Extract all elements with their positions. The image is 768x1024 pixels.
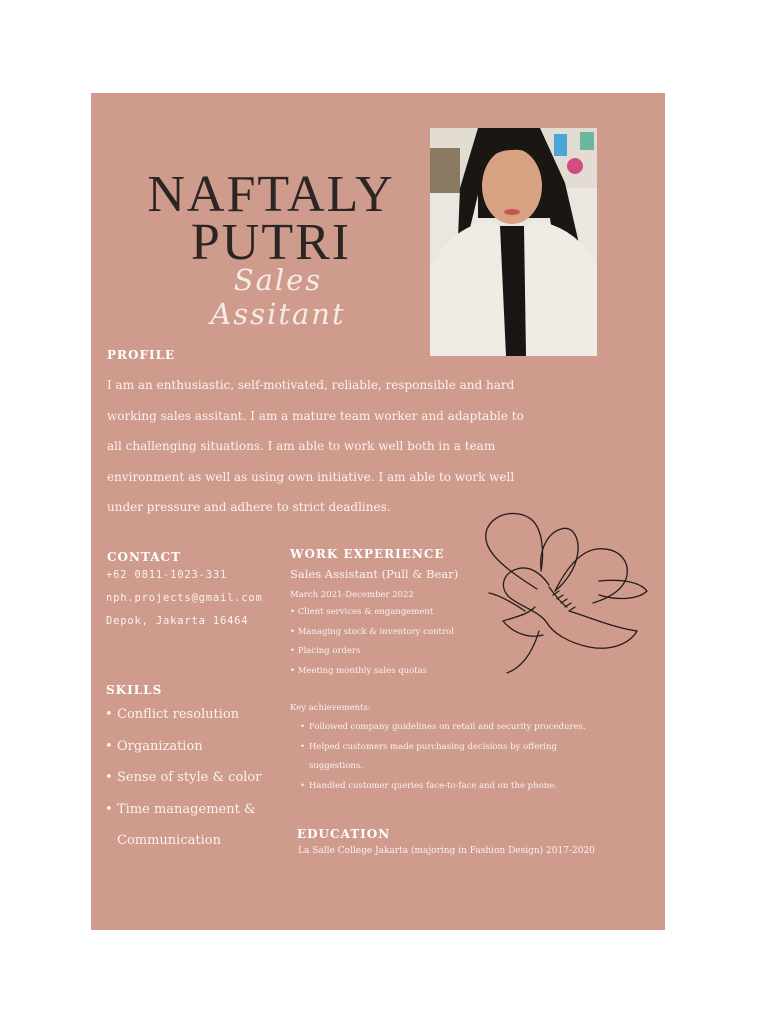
achievements-list <box>300 718 600 796</box>
achievement-item: • Helped customers made purchasing decisions by offering suggestions. <box>300 738 600 777</box>
skills-heading: SKILLS <box>106 683 163 697</box>
name-heading <box>131 166 411 271</box>
contact-phone: +62 0811-1023-331 <box>106 569 228 581</box>
profile-heading: PROFILE <box>107 348 176 362</box>
work-duty: • Placing orders <box>290 642 454 662</box>
achievements-label: Key achievements: <box>290 703 371 713</box>
portrait-image <box>430 128 597 356</box>
work-duty: • Managing stock & inventory control <box>290 623 454 643</box>
education-text: La Salle College Jakarta (majoring in Fashion Design) 2017-2020 <box>298 846 595 856</box>
profile-photo <box>430 128 597 356</box>
profile-text: I am an enthusiastic, self-motivated, reliable, responsible and hard working sales assitant. I am a mature team worker and adaptable to all challenging situations. I am able to work well both in a team environment as well as using own initiative. I am able to work well under pressure and adhere to strict deadlines. <box>107 378 524 514</box>
skill-item: • Time management & <box>105 794 261 826</box>
first-name: NAFTALY <box>147 166 395 223</box>
job-title: Sales Assitant <box>210 263 346 331</box>
resume-page <box>91 93 665 930</box>
skill-item: • Conflict resolution <box>105 699 261 731</box>
education-heading: EDUCATION <box>297 827 391 841</box>
last-name: PUTRI <box>190 214 352 271</box>
skill-item: • Sense of style & color <box>105 762 261 794</box>
work-role: Sales Assistant (Pull & Bear) <box>290 567 459 581</box>
contact-address: Depok, Jakarta 16464 <box>106 615 249 627</box>
work-duties-list <box>290 603 454 681</box>
work-dates: March 2021-December 2022 <box>290 590 414 600</box>
achievement-item: • Followed company guidelines on retail and security procedures. <box>300 718 600 738</box>
contact-heading: CONTACT <box>107 550 182 564</box>
achievement-item: • Handled customer queries face-to-face and on the phone. <box>300 777 600 797</box>
contact-email: nph.projects@gmail.com <box>106 592 263 604</box>
skill-item-continuation: Communication <box>117 833 221 848</box>
flower-line-art-icon <box>469 511 651 676</box>
work-duty: • Client services & engangement <box>290 603 454 623</box>
work-heading: WORK EXPERIENCE <box>290 547 445 561</box>
skills-list <box>105 699 261 857</box>
work-duty: • Meeting monthly sales quotas <box>290 662 454 682</box>
skill-item: • Organization <box>105 731 261 763</box>
